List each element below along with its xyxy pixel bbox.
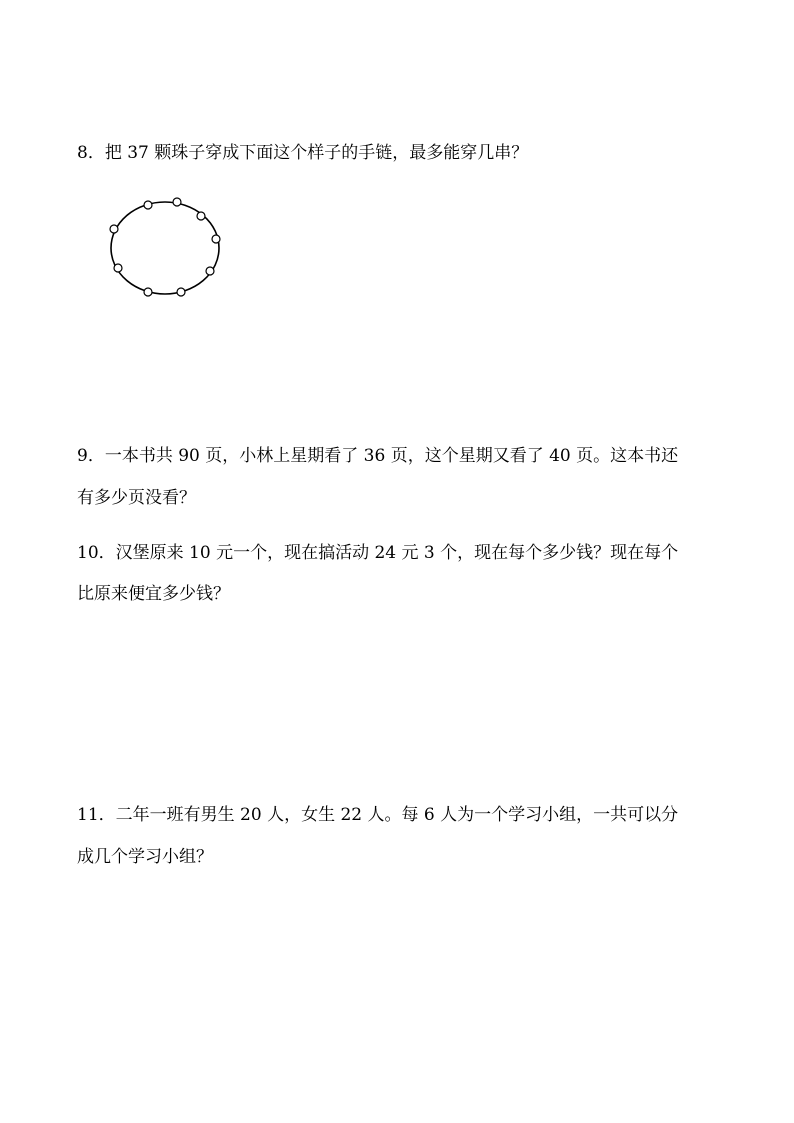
bracelet-figure	[104, 194, 228, 302]
question-8-text: 8．把 37 颗珠子穿成下面这个样子的手链，最多能穿几串？	[77, 143, 529, 163]
question-10-text-line-2: 比原来便宜多少钱？	[77, 584, 230, 604]
question-11-text-line-1: 11．二年一班有男生 20 人，女生 22 人。每 6 人为一个学习小组，一共可以分	[77, 805, 679, 825]
question-11-text-line-2: 成几个学习小组？	[77, 847, 213, 867]
question-9-text-line-1: 9．一本书共 90 页，小林上星期看了 36 页，这个星期又看了 40 页。这本书还	[77, 446, 679, 466]
question-10-text-line-1: 10．汉堡原来 10 元一个，现在搞活动 24 元 3 个，现在每个多少钱？现在每个	[77, 543, 679, 563]
question-9-text-line-2: 有多少页没看？	[77, 488, 196, 508]
